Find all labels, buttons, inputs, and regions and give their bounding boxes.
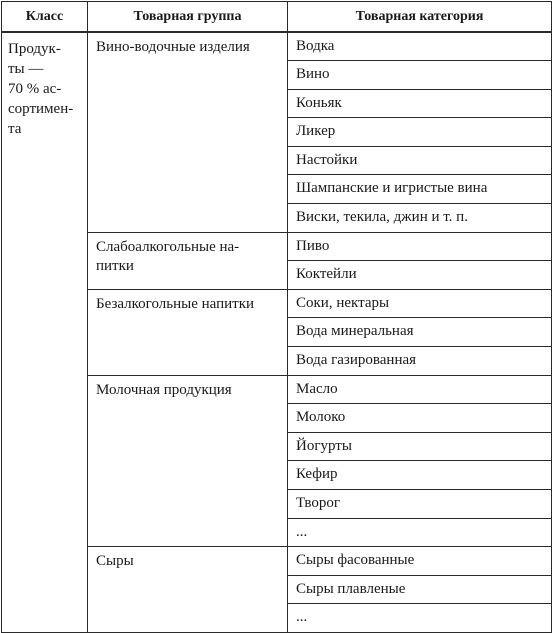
category-cell: Вода минеральная: [288, 318, 552, 347]
category-cell: Творог: [288, 490, 552, 519]
category-cell: ...: [288, 604, 552, 633]
header-row: [2, 2, 552, 33]
category-cell: Шампанские и игристые вина: [288, 175, 552, 204]
category-cell: Виски, текила, джин и т. п.: [288, 204, 552, 233]
class-cell: Продук- ты — 70 % ас- сортимен- та: [2, 32, 88, 632]
table-row: [2, 32, 552, 61]
group-cell: Вино-водочные изделия: [88, 32, 288, 232]
group-cell: Слабоалкогольные на- питки: [88, 232, 288, 289]
category-cell: Пиво: [288, 232, 552, 261]
group-cell: Сыры: [88, 547, 288, 633]
category-cell: Соки, нектары: [288, 289, 552, 318]
category-cell: Настойки: [288, 146, 552, 175]
group-cell: Молочная продукция: [88, 375, 288, 547]
category-cell: Ликер: [288, 118, 552, 147]
category-cell: Кефир: [288, 461, 552, 490]
category-cell: Сыры плавленые: [288, 575, 552, 604]
category-cell: Масло: [288, 375, 552, 404]
category-cell: Вода газированная: [288, 347, 552, 376]
category-cell: Коктейли: [288, 261, 552, 290]
table-body: [2, 32, 552, 632]
header-category: Товарная категория: [288, 2, 552, 33]
category-cell: Молоко: [288, 404, 552, 433]
category-cell: ...: [288, 518, 552, 547]
category-cell: Сыры фасованные: [288, 547, 552, 576]
group-cell: Безалкогольные напитки: [88, 289, 288, 375]
category-cell: Вино: [288, 61, 552, 90]
category-cell: Водка: [288, 32, 552, 61]
header-class: Класс: [2, 2, 88, 33]
header-group: Товарная группа: [88, 2, 288, 33]
category-cell: Коньяк: [288, 89, 552, 118]
assortment-table: [1, 1, 552, 633]
category-cell: Йогурты: [288, 432, 552, 461]
